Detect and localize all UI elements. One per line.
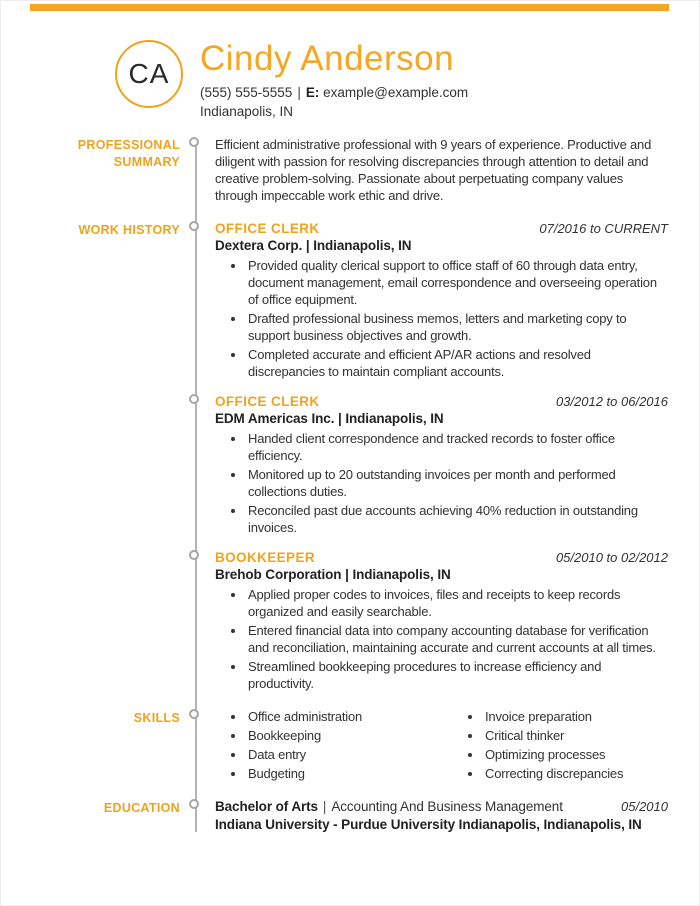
job-location: Indianapolis, IN xyxy=(313,238,412,253)
job-dates: 03/2012 to 06/2016 xyxy=(555,394,668,409)
monogram-avatar xyxy=(115,40,183,108)
section-education xyxy=(0,798,668,834)
section-label-work-history: WORK HISTORY xyxy=(78,223,180,237)
job-bullet-list xyxy=(215,257,668,380)
section-work-history xyxy=(0,220,668,692)
bullet-item: • Entered financial data into company accounting database for verification and reconciliation, maintaining accurate and current accounts at all times. xyxy=(246,622,668,656)
bullet-item: • Handed client correspondence and tracked records to foster office efficiency. xyxy=(246,430,668,464)
section-label-education: EDUCATION xyxy=(103,801,180,815)
email-address: example@example.com xyxy=(323,85,469,100)
employer-separator: | xyxy=(338,411,342,426)
bullet-item: • Streamlined bookkeeping procedures to increase efficiency and productivity. xyxy=(246,658,668,692)
timeline-dot xyxy=(189,394,199,404)
timeline-line xyxy=(195,143,197,832)
timeline-dot xyxy=(189,799,199,809)
timeline-dot xyxy=(189,137,199,147)
section-professional-summary xyxy=(0,136,668,204)
job-dates: 05/2010 to 02/2012 xyxy=(555,550,668,565)
bullet-item: • Reconciled past due accounts achieving 40% reduction in outstanding invoices. xyxy=(246,502,668,536)
skill-item: • Optimizing processes xyxy=(483,746,668,763)
contact-line xyxy=(200,83,468,102)
skill-item: • Bookkeeping xyxy=(246,727,452,744)
candidate-name: Cindy Anderson xyxy=(200,39,455,78)
job-employer: EDM Americas Inc. | Indianapolis, IN xyxy=(215,411,444,426)
timeline-dot xyxy=(189,709,199,719)
section-skills xyxy=(0,708,668,782)
job-bullet-list xyxy=(215,430,668,536)
education-field: Accounting And Business Management xyxy=(331,799,563,814)
job-employer: Brehob Corporation | Indianapolis, IN xyxy=(215,567,451,582)
phone-number: (555) 555-5555 xyxy=(200,85,293,100)
skills-list-left xyxy=(215,708,452,782)
header-text xyxy=(200,40,468,121)
resume-body xyxy=(0,136,668,834)
bullet-item: • Completed accurate and efficient AP/AR actions and resolved discrepancies to maintain compliant accounts. xyxy=(246,346,668,380)
education-separator: | xyxy=(322,799,327,814)
contact-separator: | xyxy=(297,85,301,100)
skill-item: • Critical thinker xyxy=(483,727,668,744)
timeline-dot xyxy=(189,221,199,231)
skills-list-right xyxy=(452,708,668,782)
education-degree-line xyxy=(215,798,563,816)
skill-item: • Budgeting xyxy=(246,765,452,782)
job-title: BOOKKEEPER xyxy=(215,550,316,565)
job-entry xyxy=(0,220,668,380)
job-location: Indianapolis, IN xyxy=(352,567,451,582)
header xyxy=(115,40,468,121)
skill-item: • Correcting discrepancies xyxy=(483,765,668,782)
monogram-initials: CA xyxy=(128,58,170,89)
job-employer: Dextera Corp. | Indianapolis, IN xyxy=(215,238,412,253)
section-label-professional-summary: PROFESSIONAL SUMMARY xyxy=(77,138,180,169)
skill-item: • Office administration xyxy=(246,708,452,725)
job-title: OFFICE CLERK xyxy=(215,221,320,236)
employer-separator: | xyxy=(305,238,310,253)
bullet-item: • Applied proper codes to invoices, files and receipts to keep records organized and easily searchable. xyxy=(246,586,668,620)
timeline-dot xyxy=(189,550,199,560)
job-bullet-list xyxy=(215,586,668,692)
summary-text: Efficient administrative professional with 9 years of experience. Productive and diligent with passion for resolving discrepancies through attention to detail and creative problem-solving. Passionate about perpetuating company values through impeccable work ethic and drive. xyxy=(215,137,652,203)
bullet-item: • Monitored up to 20 outstanding invoices per month and performed collections duties. xyxy=(246,466,668,500)
skill-item: • Data entry xyxy=(246,746,452,763)
education-date: 05/2010 xyxy=(621,799,668,814)
job-dates: 07/2016 to CURRENT xyxy=(539,221,668,236)
bullet-item: • Drafted professional business memos, letters and marketing copy to support business objectives and growth. xyxy=(246,310,668,344)
employer-separator: | xyxy=(345,567,349,582)
section-label-skills: SKILLS xyxy=(133,711,180,725)
job-location: Indianapolis, IN xyxy=(345,411,444,426)
job-title: OFFICE CLERK xyxy=(215,394,320,409)
education-degree: Bachelor of Arts xyxy=(215,799,318,814)
top-accent-bar xyxy=(30,4,669,11)
candidate-location: Indianapolis, IN xyxy=(200,104,294,119)
education-school: Indiana University - Purdue University Indianapolis, Indianapolis, IN xyxy=(215,817,642,832)
bullet-item: • Provided quality clerical support to office staff of 60 through data entry, document management, email correspondence and overseeing operation of office equipment. xyxy=(246,257,668,308)
job-entry xyxy=(0,549,668,692)
skill-item: • Invoice preparation xyxy=(483,708,668,725)
email-label: E: xyxy=(305,85,320,100)
job-entry xyxy=(0,393,668,536)
